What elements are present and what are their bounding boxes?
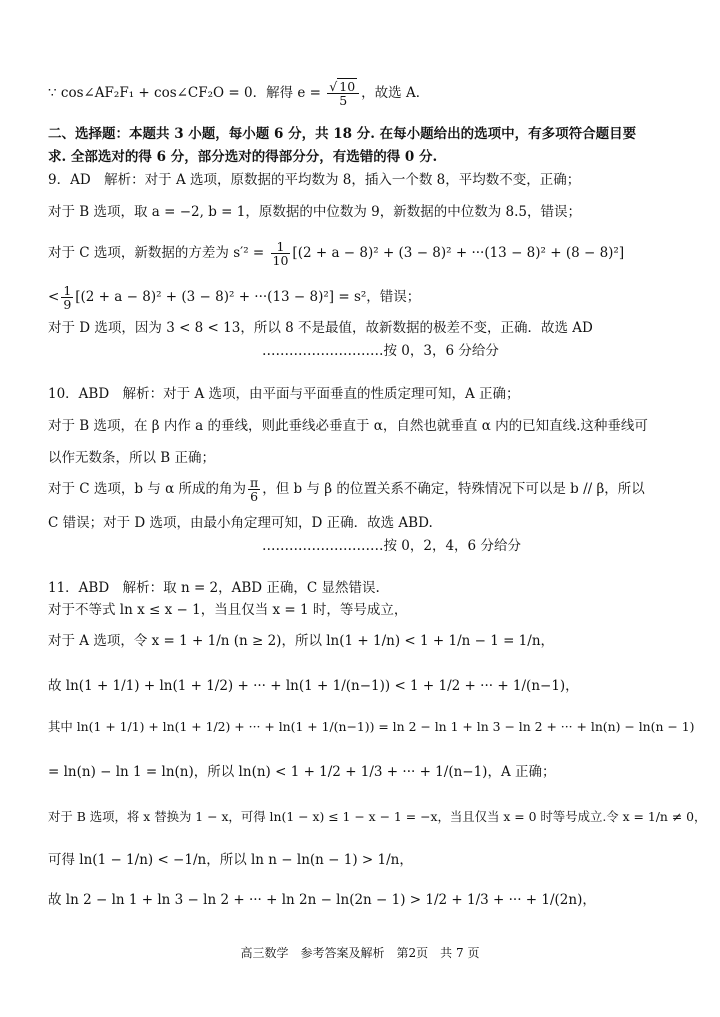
q9-line5: 对于 D 选项，因为 3 < 8 < 13，所以 8 不是最值，故新数据的极差不变，正确．故选 AD — [48, 320, 593, 336]
q10-line1: 10．ABD 解析：对于 A 选项，由平面与平面垂直的性质定理可知，A 正确； — [48, 386, 520, 402]
q10-line4 — [48, 476, 645, 503]
q9-line4-prefix: < — [48, 289, 60, 306]
q9-fraction-1-10 — [271, 240, 291, 267]
section-heading-line2: 求. 全部选对的得 6 分，部分选对的得部分分，有选错的得 0 分. — [48, 149, 438, 165]
q9-line2: 对于 B 选项，取 a = −2, b = 1，原数据的中位数为 9，新数据的中位数为 8.5，错误； — [48, 204, 581, 220]
q9-line1: 9．AD 解析：对于 A 选项，原数据的平均数为 8，插入一个数 8，平均数不变，正确； — [48, 172, 581, 188]
q9-line4 — [48, 284, 420, 311]
q10-fraction-pi-6 — [248, 476, 260, 503]
q10-line3: 以作无数条，所以 B 正确； — [48, 450, 216, 466]
frac-den: 10 — [272, 253, 289, 269]
q9-line3-expr: [(2 + a − 8)² + (3 − 8)² + ···(13 − 8)² + (8 − 8)²] — [292, 245, 625, 262]
eccentricity-fraction: $\frac{√ 10}{5}$ — [327, 80, 359, 107]
q11-line1: 11．ABD 解析：取 n = 2，ABD 正确，C 显然错误. — [48, 580, 380, 596]
q9-line4-tail: ，错误； — [366, 289, 421, 306]
q11-line6: = ln(n) − ln 1 = ln(n)，所以 ln(n) < 1 + 1/2 + 1/3 + ··· + 1/(n−1)，A 正确； — [48, 764, 556, 780]
q10-line4-prefix: 对于 C 选项，b 与 α 所成的角为 — [48, 481, 247, 498]
q10-line4-tail: ，但 b 与 β 的位置关系不确定，特殊情况下可以是 b // β，所以 — [262, 481, 645, 498]
q9-line4-expr: [(2 + a − 8)² + (3 − 8)² + ···(13 − 8)²] = s² — [75, 289, 367, 306]
q11-line2: 对于不等式 ln x ≤ x − 1，当且仅当 x = 1 时，等号成立， — [48, 602, 408, 618]
q10-line2: 对于 B 选项，在 β 内作 a 的垂线，则此垂线必垂直于 α，自然也就垂直 α 内的已知直线.这种垂线可 — [48, 418, 648, 434]
intro-line — [48, 80, 429, 107]
frac-den: 6 — [250, 489, 259, 505]
q11-line7: 对于 B 选项，将 x 替换为 1 − x，可得 ln(1 − x) ≤ 1 − x − 1 = −x，当且仅当 x = 0 时等号成立.令 x = 1/n ≠ 0， — [48, 809, 707, 824]
frac-num: π — [250, 475, 259, 490]
q11-line9: 故 ln 2 − ln 1 + ln 3 − ln 2 + ··· + ln 2n − ln(2n − 1) > 1/2 + 1/3 + ··· + 1/(2n)， — [48, 892, 596, 908]
q9-fraction-1-9 — [61, 284, 73, 311]
intro-text: ∵ cos∠AF₂F₁ + cos∠CF₂O = 0．解得 e = — [48, 85, 326, 102]
q9-score-note: ………………………按 0，3，6 分给分 — [262, 343, 499, 359]
q11-line3: 对于 A 选项，令 x = 1 + 1/n (n ≥ 2)，所以 ln(1 + 1/n) < 1 + 1/n − 1 = 1/n， — [48, 633, 555, 649]
frac-num: 1 — [63, 283, 72, 298]
intro-tail: ，故选 A． — [361, 85, 430, 102]
q9-line3 — [48, 240, 624, 267]
q11-line4: 故 ln(1 + 1/1) + ln(1 + 1/2) + ··· + ln(1 + 1/(n−1)) < 1 + 1/2 + ··· + 1/(n−1)， — [48, 678, 579, 694]
fraction-den: 5 — [339, 93, 348, 109]
q9-line3-prefix: 对于 C 选项，新数据的方差为 s′² = — [48, 245, 269, 262]
frac-den: 9 — [63, 297, 72, 313]
q11-line5: 其中 ln(1 + 1/1) + ln(1 + 1/2) + ··· + ln(1 + 1/(n−1)) = ln 2 − ln 1 + ln 3 − ln 2 + ··· + ln(n) − ln(n − 1) — [48, 719, 695, 734]
q10-score-note: ………………………按 0，2，4，6 分给分 — [262, 538, 521, 554]
q11-line8: 可得 ln(1 − 1/n) < −1/n，所以 ln n − ln(n − 1) > 1/n， — [48, 852, 413, 868]
frac-num: 1 — [271, 240, 291, 254]
q10-line5: C 错误；对于 D 选项，由最小角定理可知，D 正确．故选 ABD. — [48, 515, 433, 531]
page-footer: 高三数学 参考答案及解析 第2页 共 7 页 — [240, 946, 480, 960]
sqrt-value: 10 — [339, 79, 356, 94]
section-heading-line1: 二、选择题：本题共 3 小题，每小题 6 分，共 18 分. 在每小题给出的选项中，有多项符合题目要 — [48, 126, 637, 142]
